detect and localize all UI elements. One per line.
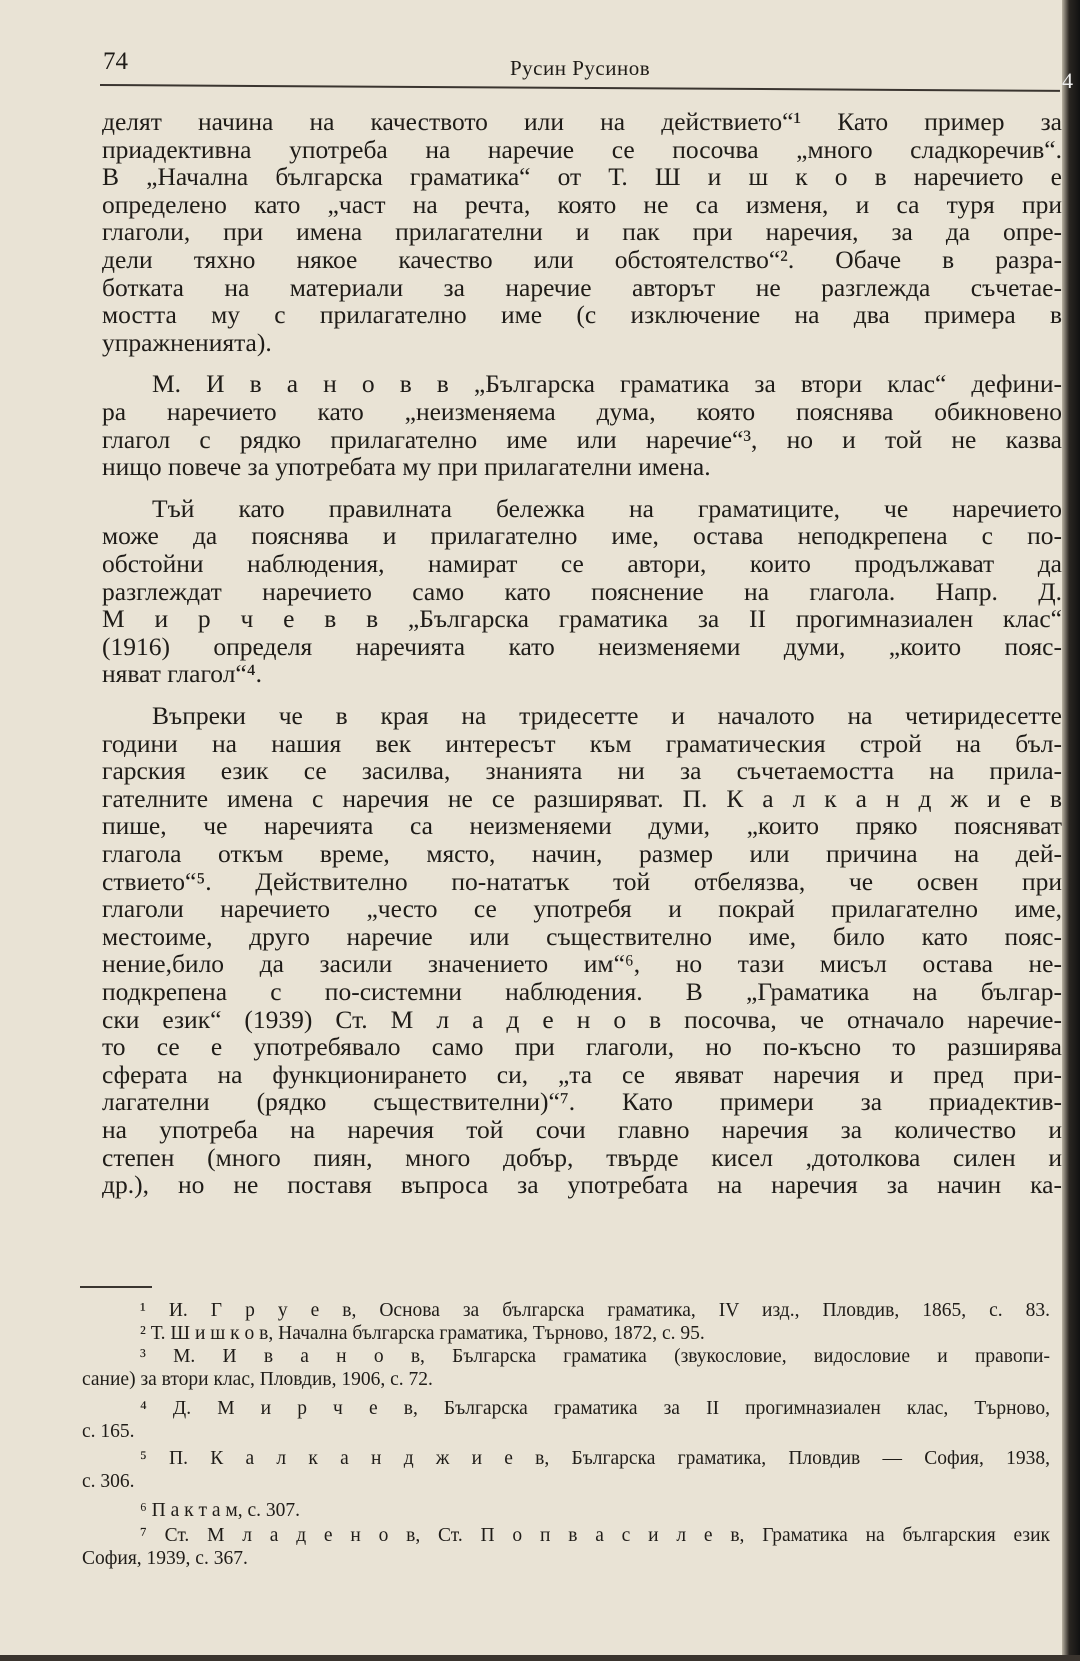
footnote-line: ¹ И. Г р у е в, Основа за българска граматика, IV изд., Пловдив, 1865, с. 83. xyxy=(140,1300,1050,1321)
text-line: глагола откъм време, място, начин, размер или причина на дей- xyxy=(102,839,1062,868)
footnote-line: ⁶ П а к т а м, с. 307. xyxy=(140,1500,301,1521)
text-line: В „Начална българска граматика“ от Т. Ш и ш к о в наречието е xyxy=(102,162,1062,192)
footnote-line: ³ М. И в а н о в, Българска граматика (звукословие, видословие и правопи- xyxy=(140,1346,1050,1367)
footnote-line: ⁷ Ст. М л а д е н о в, Ст. П о п в а с и л е в, Граматика на българския език xyxy=(140,1525,1050,1546)
text-line: приадективна употреба на наречие се посочва „много сладкоречив“. xyxy=(102,134,1062,164)
text-line: М. И в а н о в в „Българска граматика за втори клас“ дефини- xyxy=(152,369,1062,399)
text-line: на употреба на наречия той сочи главно наречия за количество и xyxy=(102,1115,1062,1144)
text-line: глаголи, при имена прилагателни и пак при наречия, за да опре- xyxy=(102,217,1062,247)
text-line: може да пояснява и прилагателно име, остава неподкрепена с по- xyxy=(102,521,1062,551)
text-line: Въпреки че в края на тридесетте и началото на четиридесетте xyxy=(152,701,1062,730)
text-line: упражненията). xyxy=(102,327,272,357)
footnote-line: София, 1939, с. 367. xyxy=(82,1548,248,1569)
text-line: разглеждат наречието само като пояснение на глагола. Напр. Д. xyxy=(102,576,1062,606)
footnote-line: с. 306. xyxy=(82,1471,135,1492)
text-line: сферата на функционирането си, „та се явяват наречия и пред при- xyxy=(102,1059,1062,1089)
footnote-line: с. 165. xyxy=(82,1421,135,1442)
text-line: пише, че наречията са неизменяеми думи, „които пряко поясняват xyxy=(102,811,1062,841)
text-line: мостта му с прилагателно име (с изключение на два примера в xyxy=(102,300,1062,330)
text-line: ра наречието като „неизменяема дума, която пояснява обикновено xyxy=(102,397,1062,426)
text-line: глаголи наречието „често се употребя и покрай прилагателно име, xyxy=(102,894,1062,924)
text-line: (1916) определя наречията като неизменяеми думи, „които пояс- xyxy=(102,631,1062,661)
header-rule xyxy=(100,84,1060,92)
text-line: години на нашия век интересът към граматическия строй на бъл- xyxy=(102,728,1062,758)
text-line: подкрепена с по-системни наблюдения. В „Граматика на българ- xyxy=(102,977,1062,1006)
footnote-line: сание) за втори клас, Пловдив, 1906, с. 72. xyxy=(82,1369,433,1390)
footnote-line: ⁵ П. К а л к а н д ж и е в, Българска граматика, Пловдив — София, 1938, xyxy=(140,1448,1050,1469)
text-line: определено като „част на речта, която не са изменя, и са туря при xyxy=(102,189,1062,219)
text-line: делят начина на качеството или на действието“¹ Като пример за xyxy=(102,107,1062,136)
book-spine-edge xyxy=(1062,0,1080,1661)
text-line: глагол с рядко прилагателно име или наречие“³, но и той не казва xyxy=(102,424,1062,454)
page-number: 74 xyxy=(103,48,128,75)
text-line: ствието“⁵. Действително по-нататък той отбелязва, че освен при xyxy=(102,866,1062,896)
text-line: лагателни (рядко съществителни)“⁷. Като примери за приадектив- xyxy=(102,1087,1062,1117)
running-head: Русин Русинов xyxy=(510,56,651,80)
text-line: др.), но не поставя въпроса за употребата на наречия за начин ка- xyxy=(102,1170,1062,1200)
text-line: ски език“ (1939) Ст. М л а д е н о в посочва, че отначало наречие- xyxy=(102,1004,1062,1034)
text-line: нение,било да засили значението им“⁶, но тази мисъл остава не- xyxy=(102,949,1062,979)
text-line: степен (много пиян, много добър, твърде кисел ,дотолкова силен и xyxy=(102,1142,1062,1172)
text-line: дели тяхно някое качество или обстоятелство“². Обаче в разра- xyxy=(102,245,1062,274)
text-line: то се е употребявало само при глаголи, но по-късно то разширява xyxy=(102,1032,1062,1062)
text-line: ботката на материали за наречие авторът не разглежда съчетае- xyxy=(102,272,1062,302)
text-line: местоиме, друго наречие или съществително име, било като пояс- xyxy=(102,921,1062,951)
footnote-line: ² Т. Ш и ш к о в, Начална българска граматика, Търново, 1872, с. 95. xyxy=(140,1323,705,1344)
footnote-line: ⁴ Д. М и р ч е в, Българска граматика за II прогимназиален клас, Търново, xyxy=(140,1398,1050,1419)
scan-border xyxy=(0,1655,1080,1661)
text-line: Тъй като правилната бележка на граматиците, че наречието xyxy=(152,493,1062,523)
text-line: гарския език се засилва, знанията ни за съчетаемостта на прила- xyxy=(102,756,1062,786)
text-line: гателните имена с наречия не се разширяват. П. К а л к а н д ж и е в xyxy=(102,783,1062,813)
footnote-rule xyxy=(80,1286,152,1288)
text-line: обстойни наблюдения, намират се автори, които продължават да xyxy=(102,549,1062,578)
text-line: няват глагол“⁴. xyxy=(102,659,263,689)
text-line: М и р ч е в в „Българска граматика за II прогимназиален клас“ xyxy=(102,604,1062,634)
facing-page-number: 4 xyxy=(1062,68,1073,93)
text-line: нищо повече за употребата му при прилагателни имена. xyxy=(102,452,711,482)
